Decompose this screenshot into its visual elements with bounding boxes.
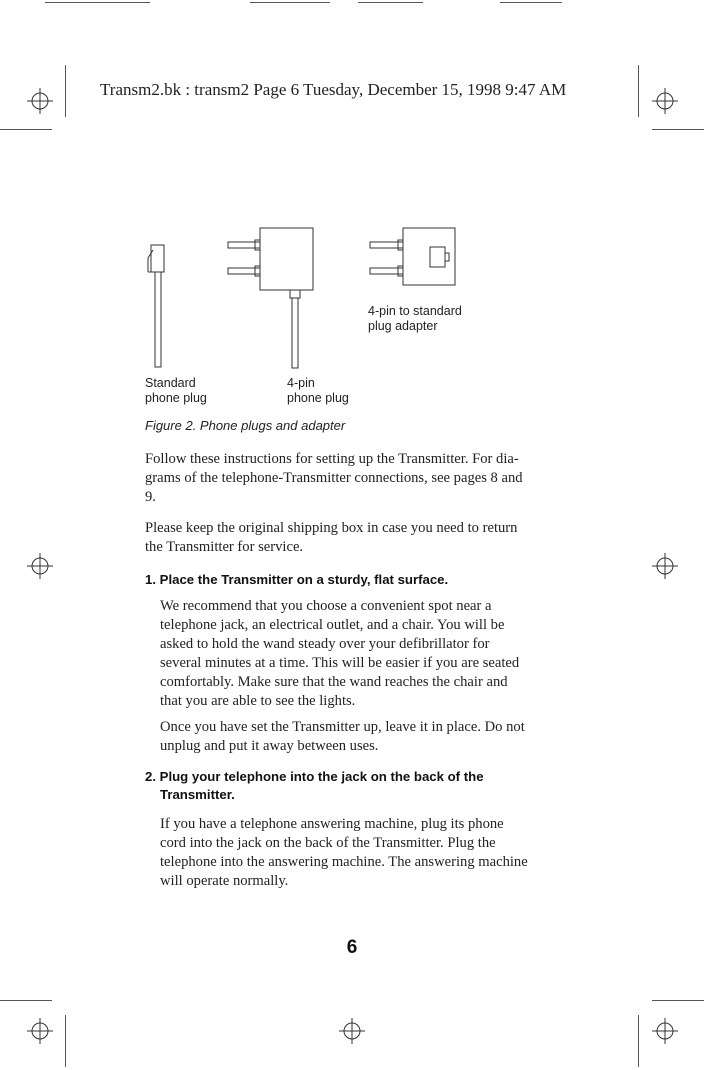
label-four-pin-plug bbox=[287, 376, 349, 406]
crop-mark-bottom-right-vertical bbox=[638, 1015, 639, 1067]
step-1-heading bbox=[145, 571, 560, 589]
text-line: the Transmitter for service. bbox=[145, 539, 304, 555]
text-line: Please keep the original shipping box in case you need to return bbox=[145, 520, 518, 536]
step-1-paragraph-2 bbox=[160, 718, 575, 756]
crop-mark-bottom-left-vertical bbox=[65, 1015, 66, 1067]
registration-mark-icon bbox=[27, 553, 53, 579]
label-fourpin-line1: 4-pin bbox=[287, 376, 315, 390]
step-heading-line: 2. Plug your telephone into the jack on the back of the bbox=[145, 769, 484, 784]
figure-caption: Figure 2. Phone plugs and adapter bbox=[145, 418, 346, 433]
print-slug-header: Transm2.bk : transm2 Page 6 Tuesday, December 15, 1998 9:47 AM bbox=[100, 80, 567, 99]
step-2-heading bbox=[145, 768, 560, 804]
label-standard-line1: Standard bbox=[145, 376, 196, 390]
label-adapter bbox=[368, 304, 462, 334]
text-line: We recommend that you choose a convenient spot near a bbox=[160, 598, 492, 614]
registration-mark-icon bbox=[339, 1018, 365, 1044]
plug-adapter-icon bbox=[370, 228, 455, 285]
text-line: Once you have set the Transmitter up, leave it in place. Do not bbox=[160, 719, 525, 735]
step-heading: 1. Place the Transmitter on a sturdy, flat surface. bbox=[145, 572, 449, 587]
standard-phone-plug-icon bbox=[148, 245, 164, 367]
text-line: grams of the telephone-Transmitter connections, see pages 8 and bbox=[145, 470, 523, 486]
text-line: comfortably. Make sure that the wand reaches the chair and bbox=[160, 674, 508, 690]
text-line: several minutes at a time. This will be easier if you are seated bbox=[160, 655, 520, 671]
text-line: asked to hold the wand steady over your defibrillator for bbox=[160, 636, 490, 652]
registration-mark-icon bbox=[652, 1018, 678, 1044]
text-line: cord into the jack on the back of the Transmitter. Plug the bbox=[160, 835, 496, 851]
crop-mark-bottom-right-horizontal bbox=[652, 1000, 704, 1001]
text-line: 9. bbox=[145, 489, 156, 505]
text-line: that you are able to see the lights. bbox=[160, 693, 356, 709]
label-adapter-line2: plug adapter bbox=[368, 319, 438, 333]
registration-mark-icon bbox=[27, 1018, 53, 1044]
figure-phone-plugs bbox=[0, 0, 704, 440]
label-standard-plug bbox=[145, 376, 207, 406]
text-line: will operate normally. bbox=[160, 873, 289, 889]
text-line: telephone jack, an electrical outlet, and a chair. You will be bbox=[160, 617, 505, 633]
page-number: 6 bbox=[346, 937, 358, 958]
intro-paragraph-1 bbox=[145, 450, 560, 507]
step-heading-line: Transmitter. bbox=[160, 787, 235, 802]
text-line: If you have a telephone answering machine, plug its phone bbox=[160, 816, 504, 832]
label-adapter-line1: 4-pin to standard bbox=[368, 304, 462, 318]
intro-paragraph-2 bbox=[145, 519, 560, 557]
step-2-paragraph-1 bbox=[160, 815, 575, 891]
text-line: Follow these instructions for setting up the Transmitter. For dia- bbox=[145, 451, 519, 467]
text-line: unplug and put it away between uses. bbox=[160, 738, 379, 754]
label-fourpin-line2: phone plug bbox=[287, 391, 349, 405]
text-line: telephone into the answering machine. The answering machine bbox=[160, 854, 528, 870]
crop-mark-bottom-left-horizontal bbox=[0, 1000, 52, 1001]
figure-drawing bbox=[0, 0, 704, 440]
registration-mark-icon bbox=[652, 553, 678, 579]
four-pin-phone-plug-icon bbox=[228, 228, 313, 368]
step-1-paragraph-1 bbox=[160, 597, 575, 711]
label-standard-line2: phone plug bbox=[145, 391, 207, 405]
